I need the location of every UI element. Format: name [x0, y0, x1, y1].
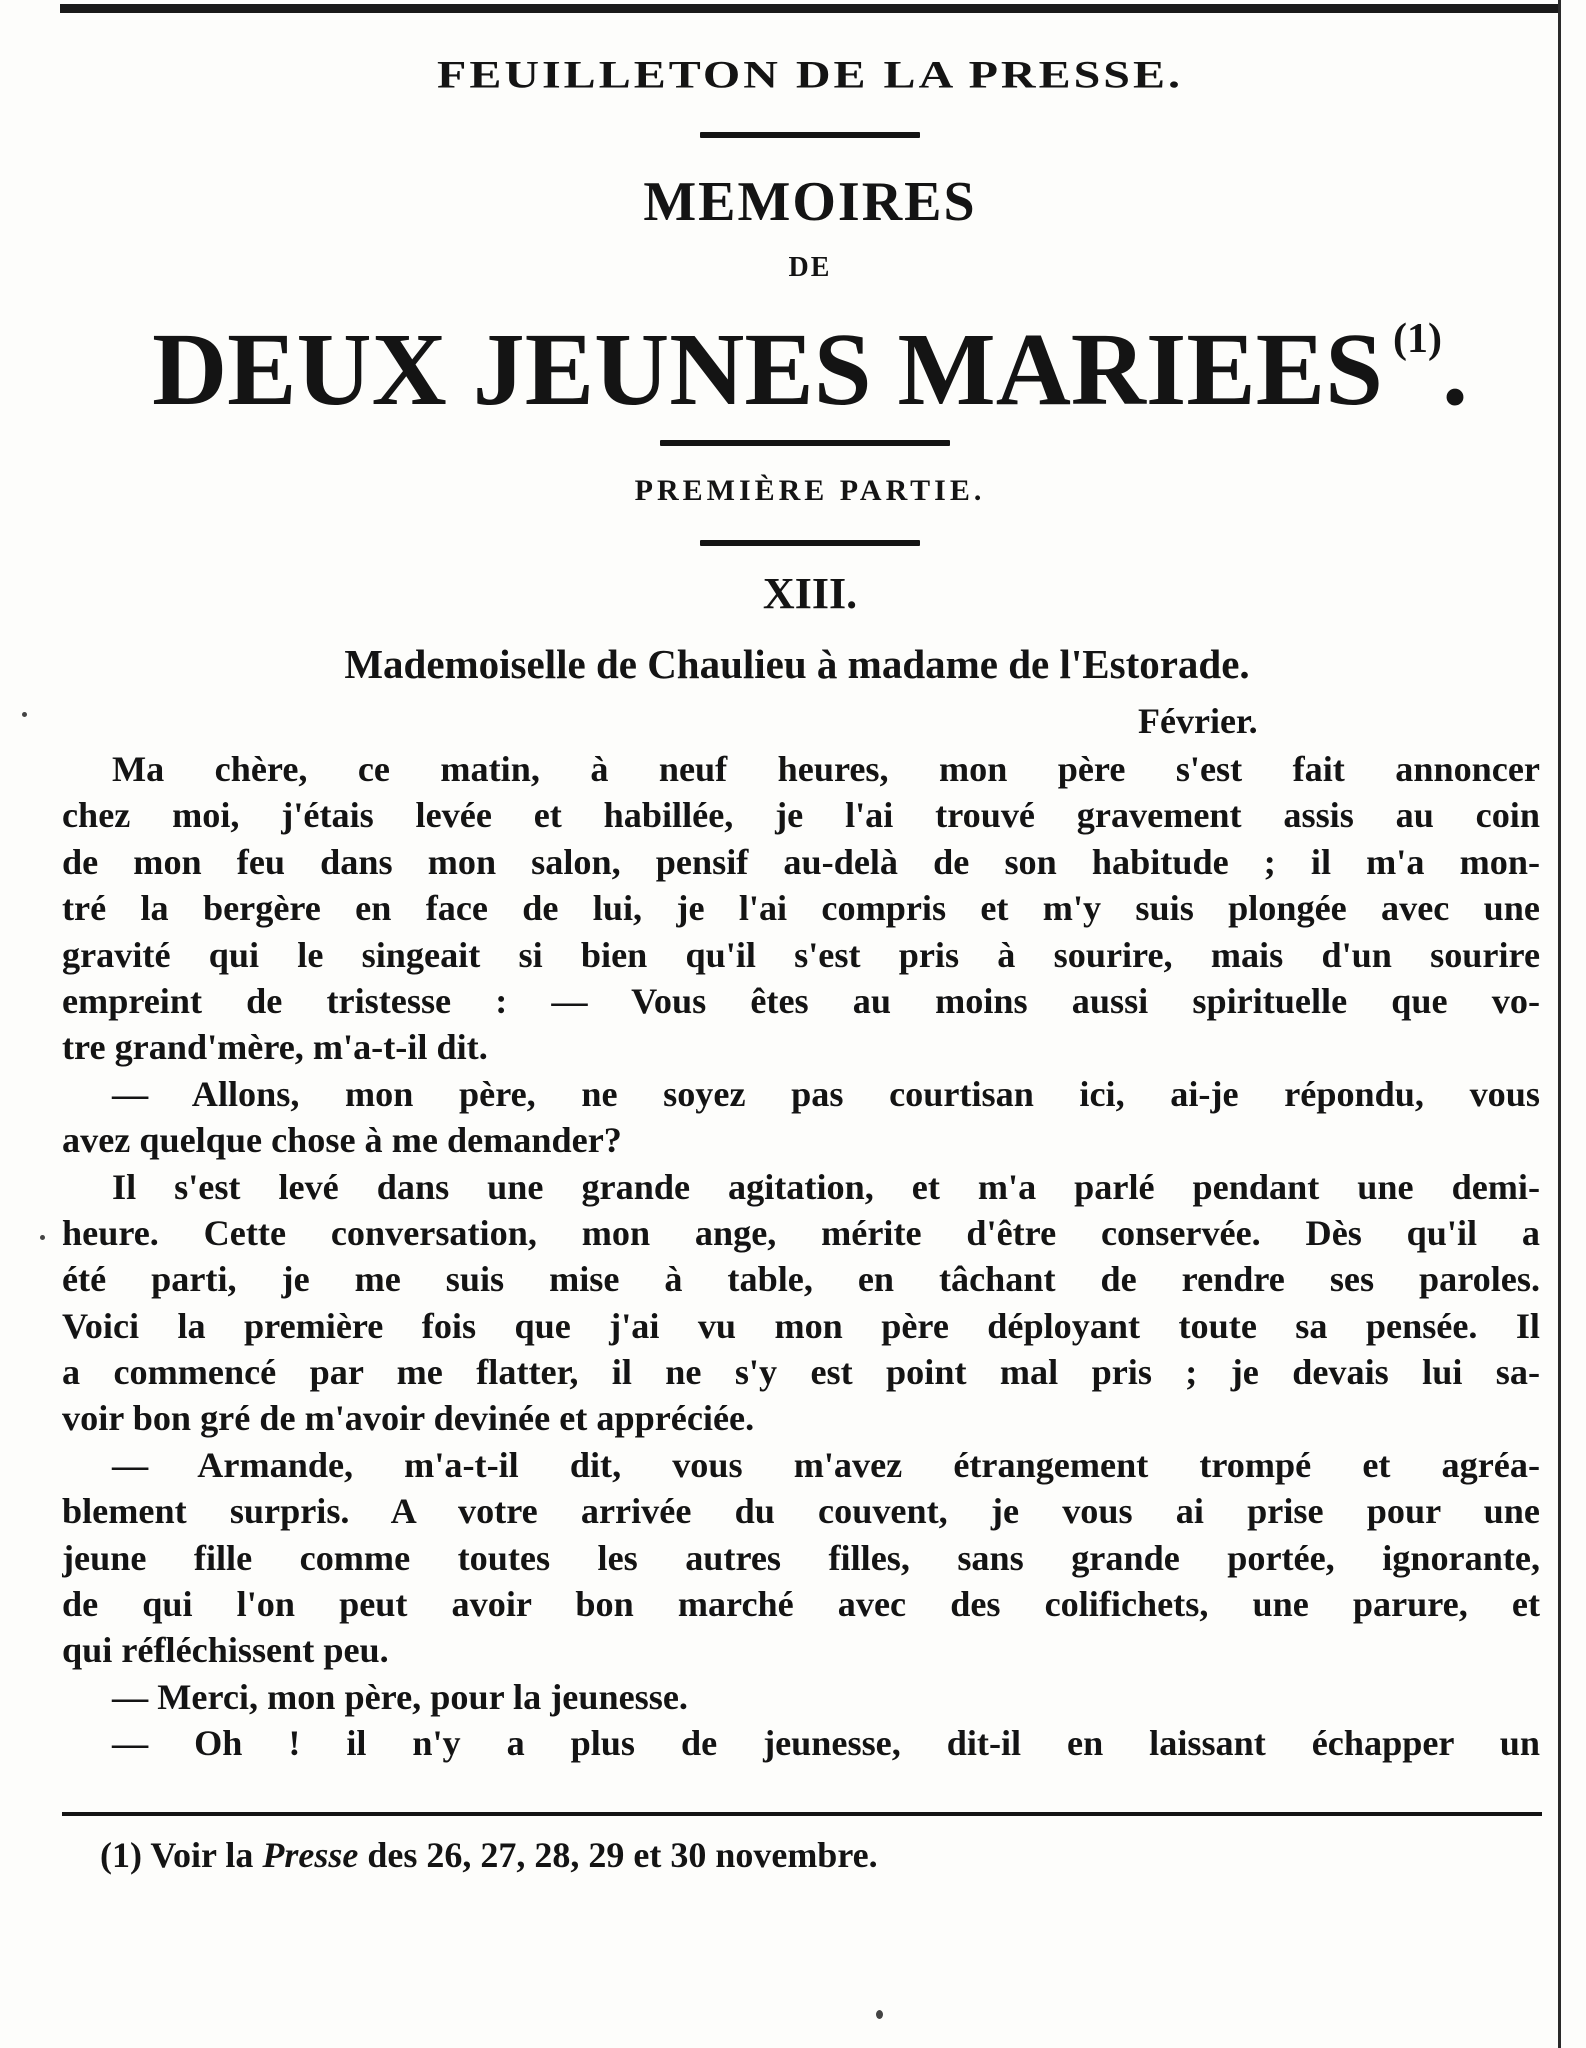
masthead: FEUILLETON DE LA PRESSE. [437, 52, 1183, 97]
body-line: tre grand'mère, m'a-t-il dit. [62, 1027, 488, 1068]
letter-date: Février. [1138, 701, 1258, 741]
title-period: . [1441, 312, 1468, 427]
footnote-suffix: des 26, 27, 28, 29 et 30 novembre. [358, 1835, 878, 1875]
body-line: — Oh ! il n'y a plus de jeunesse, dit-il en laissant échapper un [112, 1723, 1540, 1764]
body-line: chez moi, j'étais levée et habillée, je l'ai trouvé gravement assis au coin [62, 795, 1540, 836]
top-border-rule [60, 4, 1560, 13]
footnote [100, 1834, 878, 1876]
body-line: été parti, je me suis mise à table, en tâchant de rendre ses paroles. [62, 1259, 1540, 1300]
title-footnote-ref: (1) [1392, 316, 1442, 362]
body-line: Voici la première fois que j'ai vu mon père déployant toute sa pensée. Il [62, 1305, 1540, 1346]
part-heading: PREMIÈRE PARTIE. [634, 474, 986, 507]
column-divider-rule [1558, 0, 1561, 2048]
body-line: avez quelque chose à me demander? [62, 1120, 622, 1161]
letter-heading: Mademoiselle de Chaulieu à madame de l'Estorade. [344, 641, 1250, 687]
part-rule [700, 540, 920, 546]
body-line: de mon feu dans mon salon, pensif au-delà de son habitude ; il m'a mon- [62, 841, 1540, 882]
body-line: gravité qui le singeait si bien qu'il s'est pris à sourire, mais d'un sourire [62, 934, 1540, 975]
title-rule [660, 440, 950, 446]
main-title-text: DEUX JEUNES MARIEES [152, 312, 1383, 427]
article-body [62, 746, 1540, 1767]
body-line: tré la bergère en face de lui, je l'ai compris et m'y suis plongée avec une [62, 888, 1540, 929]
body-line: Ma chère, ce matin, à neuf heures, mon père s'est fait annoncer [112, 749, 1540, 789]
footnote-prefix: (1) Voir la [100, 1835, 263, 1875]
ink-speck [876, 2010, 883, 2019]
ink-speck [22, 712, 27, 717]
body-line: — Allons, mon père, ne soyez pas courtisan ici, ai-je répondu, vous [112, 1073, 1540, 1114]
body-line: — Armande, m'a-t-il dit, vous m'avez étrangement trompé et agréa- [112, 1444, 1540, 1485]
main-title [100, 312, 1520, 427]
body-line: a commencé par me flatter, il ne s'y est point mal pris ; je devais lui sa- [62, 1352, 1540, 1393]
body-line: qui réfléchissent peu. [62, 1630, 389, 1671]
body-line: heure. Cette conversation, mon ange, mérite d'être conservée. Dès qu'il a [62, 1212, 1540, 1253]
body-line: — Merci, mon père, pour la jeunesse. [112, 1676, 688, 1717]
body-line: voir bon gré de m'avoir devinée et appréciée. [62, 1398, 755, 1439]
chapter-number: XIII. [762, 569, 858, 618]
body-line: empreint de tristesse : — Vous êtes au moins aussi spirituelle que vo- [62, 980, 1540, 1021]
body-line: Il s'est levé dans une grande agitation, et m'a parlé pendant une demi- [112, 1166, 1540, 1207]
footnote-italic: Presse [262, 1835, 359, 1875]
body-line: jeune fille comme toutes les autres filles, sans grande portée, ignorante, [62, 1537, 1540, 1578]
ink-speck [40, 1235, 45, 1240]
body-line: blement surpris. A votre arrivée du couvent, je vous ai prise pour une [62, 1491, 1540, 1532]
footnote-rule [62, 1812, 1542, 1816]
masthead-rule [700, 132, 920, 138]
title-line-2: DE [788, 252, 832, 283]
body-line: de qui l'on peut avoir bon marché avec des colifichets, une parure, et [62, 1584, 1540, 1625]
title-line-1: MEMOIRES [643, 171, 977, 233]
